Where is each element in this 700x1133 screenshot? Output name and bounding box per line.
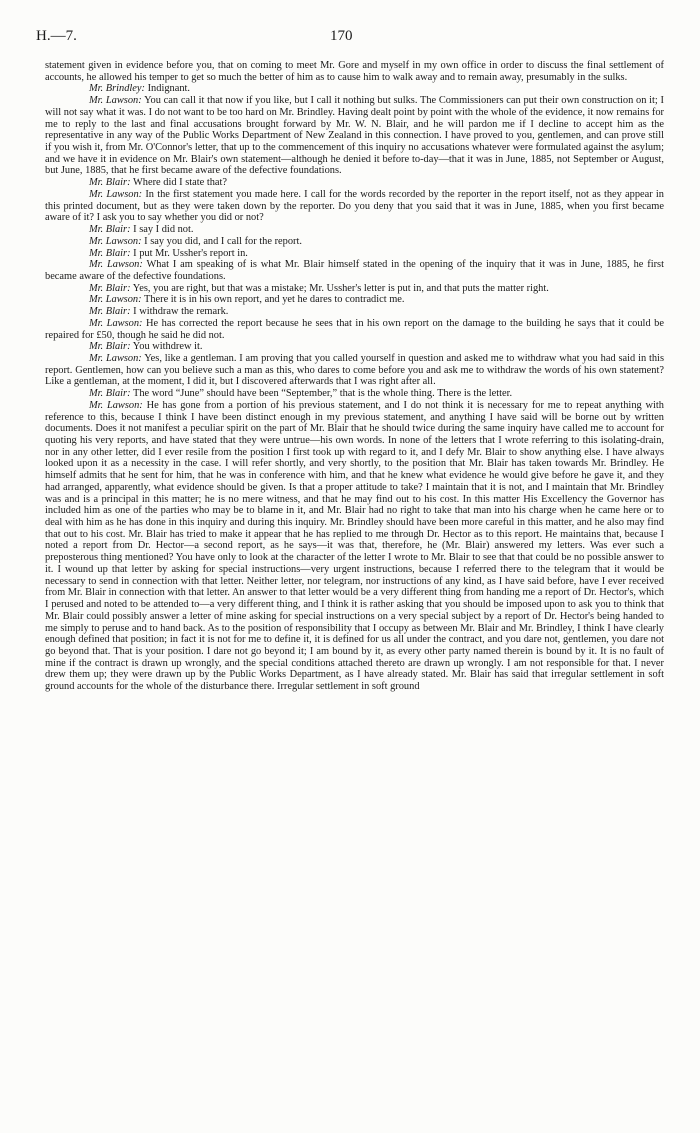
paragraph-text: I say you did, and I call for the report. (144, 235, 302, 247)
paragraph-text: The word “June” should have been “September,” that is the whole thing. There is the letter. (132, 388, 513, 400)
paragraph-text: I say I did not. (133, 224, 194, 236)
paragraph (45, 177, 664, 189)
paragraph-text: Indignant. (147, 83, 191, 95)
paragraph-text: He has gone from a portion of his previous statement, and I do not think it is necessary for me to repeat anything with reference to this, because I think I have been distinct enough in my previous statement, and anything I have said will be borne out by written documents. Does it not manifest a peculiar spirit on the part of Mr. Blair that he should twice during the same inquiry have called me to account for quoting his very reports, and have stated that they were untrue—his own words. In none of the letters that I wrote referring to this isolating-drain, nor in any other letter, did I ever resile from the position I first took up with regard to it, and I defy Mr. Blair to show anything else. I have always looked upon it as a necessity in the case. I will refer shortly, and very shortly, to the position that Mr. Blair has taken towards Mr. Brindley. He himself admits that he sent for him, that he was in conference with him, and that he knew what evidence he would give before he gave it, and they had arranged, apparently, what evidence should be given. Is that a proper attitude to take? I maintain that it is not, and I maintain that Mr. Brindley was and is a principal in this matter; he is no mere witness, and that he may find out to his cost. In this matter His Excellency the Governor has included him as one of the parties who may be to blame in it, and Mr. Blair had no right to take that man into his charge when he came here or to deal with him as he has done in this inquiry and during this inquiry. Mr. Brindley should have been more careful in this matter, and he also may find that out to his cost. Mr. Blair has tried to make it appear that he has replied to me through Dr. Hector as to this report. He maintains that, because I noted a report from Dr. Hector—a second report, as he says—it was that, therefore, he (Mr. Blair) answered my letters. Was ever such a preposterous thing mentioned? You have only to look at the character of the letter I wrote to Mr. Blair to see that that could be no possible answer to it. I wound up that letter by asking for special instructions—very urgent instructions, because I referred there to the telegram that it would be necessary to send in connection with that letter. Neither letter, nor telegram, nor instructions of any kind, as I have said before, have I ever received from Mr. Blair in connection with that letter. An answer to that letter would be a very different thing from handing me a report of Dr. Hector's, which I perused and noted to be attended to—a very different thing, and I think it is rather asking that you should be imposed upon to ask you to think that Mr. Blair could possibly answer a letter of mine asking for special instructions on a very special subject by a report of Dr. Hector's being handed to me simply to peruse and to hand back. As to the position of responsibility that I occupy as between Mr. Blair and Mr. Brindley, I think I have clearly enough defined that position; in fact it is not for me to define it, it is defined for us all under the contract, and you dare not, gentlemen, you dare not go beyond that. That is your position. I dare not go beyond it; I am bound by it, as every other party named therein is bound by it. It is no fault of mine if the contract is drawn up wrongly, and the special conditions attached thereto are drawn up wrongly. I am not responsible for that. I never drew them up; they were drawn up by the Public Works Department, as I have already stated. Mr. Blair has said that irregular settlement in soft ground accounts for the whole of the disturbance there. Irregular settlement in soft ground (45, 399, 664, 693)
paragraph-text: You can call it that now if you like, but I call it nothing but sulks. The Commissioners can put their own construction on it; I will not say what it was. I do not want to be too hard on Mr. Brindley. Having dealt point by point with the whole of the evidence, it now remains for me to reply to the last and final accusations brought forward by Mr. W. N. Blair, and he will pardon me if I decline to accept him as the representative in any way of the Public Works Department of New Zealand in this connection. I have proved to you, gentlemen, and can prove still if you wish it, from Mr. O'Connor's letter, that up to the commencement of this inquiry no accusations whatever were formulated against the asylum; and we have it in evidence on Mr. Blair's own statement—although he denied it before to-day—that it was in June, 1885, not September or August, but June, 1885, that he first became aware of the defective foundations. (45, 95, 665, 177)
paragraph (45, 400, 664, 693)
paragraph-text: Yes, like a gentleman. I am proving that you called yourself in question and asked me to withdraw what you had said in this report. Gentlemen, how can you believe such a man as this, who dares to come before you and ask me to withdraw the words of his own statement? Like a gentleman, at the moment, I did it, but I discovered afterwards that I was right after all. (45, 352, 664, 388)
paragraph (45, 189, 664, 224)
speaker: Mr. Blair: (89, 341, 131, 353)
paragraph (45, 388, 664, 400)
paragraph-text: There it is in his own report, and yet he dares to contradict me. (143, 294, 405, 306)
paragraph (45, 318, 664, 341)
page-number: 170 (330, 28, 353, 44)
speaker: Mr. Blair: (89, 306, 131, 318)
paragraph (45, 95, 664, 177)
paragraph-text: I withdraw the remark. (133, 306, 229, 318)
paragraph (45, 60, 664, 83)
paragraph (45, 341, 664, 353)
paragraph-text: You withdrew it. (132, 341, 203, 353)
paragraph-text: He has corrected the report because he sees that in his own report on the damage to the building he says that it could be repaired for £50, though he said he did not. (45, 317, 664, 341)
speaker: Mr. Lawson: (89, 259, 143, 271)
paragraph (45, 306, 664, 318)
speaker: Mr. Blair: (89, 282, 131, 294)
speaker: Mr. Blair: (89, 247, 131, 259)
paragraph (45, 283, 664, 295)
paragraph (45, 353, 664, 388)
paragraph-text: In the first statement you made here. I call for the words recorded by the reporter in the report itself, not as they appear in this printed document, but as they were taken down by the reporter. Do you deny that you said that it was in June, 1885, when you first became aware of it? I ask you to say whether you did or not? (45, 188, 664, 224)
speaker: Mr. Lawson: (89, 317, 143, 329)
paragraph-text: Where did I state that? (132, 177, 228, 189)
paragraph (45, 236, 664, 248)
paragraph-text: statement given in evidence before you, that on coming to meet Mr. Gore and myself in my own office in order to discuss the final settlement of accounts, he allowed his temper to get so much the better of him as to cause him to walk away and to remain away, presumably in the sulks. (45, 60, 664, 83)
paragraph (45, 248, 664, 260)
paragraph-text: What I am speaking of is what Mr. Blair himself stated in the opening of the inquiry that it was in June, 1885, he first became aware of the defective foundations. (45, 259, 664, 282)
paragraph (45, 294, 664, 306)
speaker: Mr. Blair: (89, 224, 131, 236)
page-reference: H.—7. (36, 28, 77, 44)
speaker: Mr. Lawson: (89, 294, 142, 306)
speaker: Mr. Lawson: (89, 95, 142, 107)
speaker: Mr. Blair: (89, 388, 131, 400)
speaker: Mr. Lawson: (89, 352, 142, 364)
paragraph (45, 83, 664, 95)
paragraph (45, 224, 664, 236)
body-text (45, 60, 664, 693)
speaker: Mr. Lawson: (89, 188, 143, 200)
speaker: Mr. Brindley: (89, 83, 145, 95)
speaker: Mr. Blair: (89, 177, 131, 189)
speaker: Mr. Lawson: (89, 235, 142, 247)
paragraph-text: I put Mr. Ussher's report in. (133, 247, 248, 259)
speaker: Mr. Lawson: (89, 399, 143, 411)
paragraph (45, 259, 664, 282)
paragraph-text: Yes, you are right, but that was a mistake; Mr. Ussher's letter is put in, and that puts the matter right. (132, 282, 549, 294)
